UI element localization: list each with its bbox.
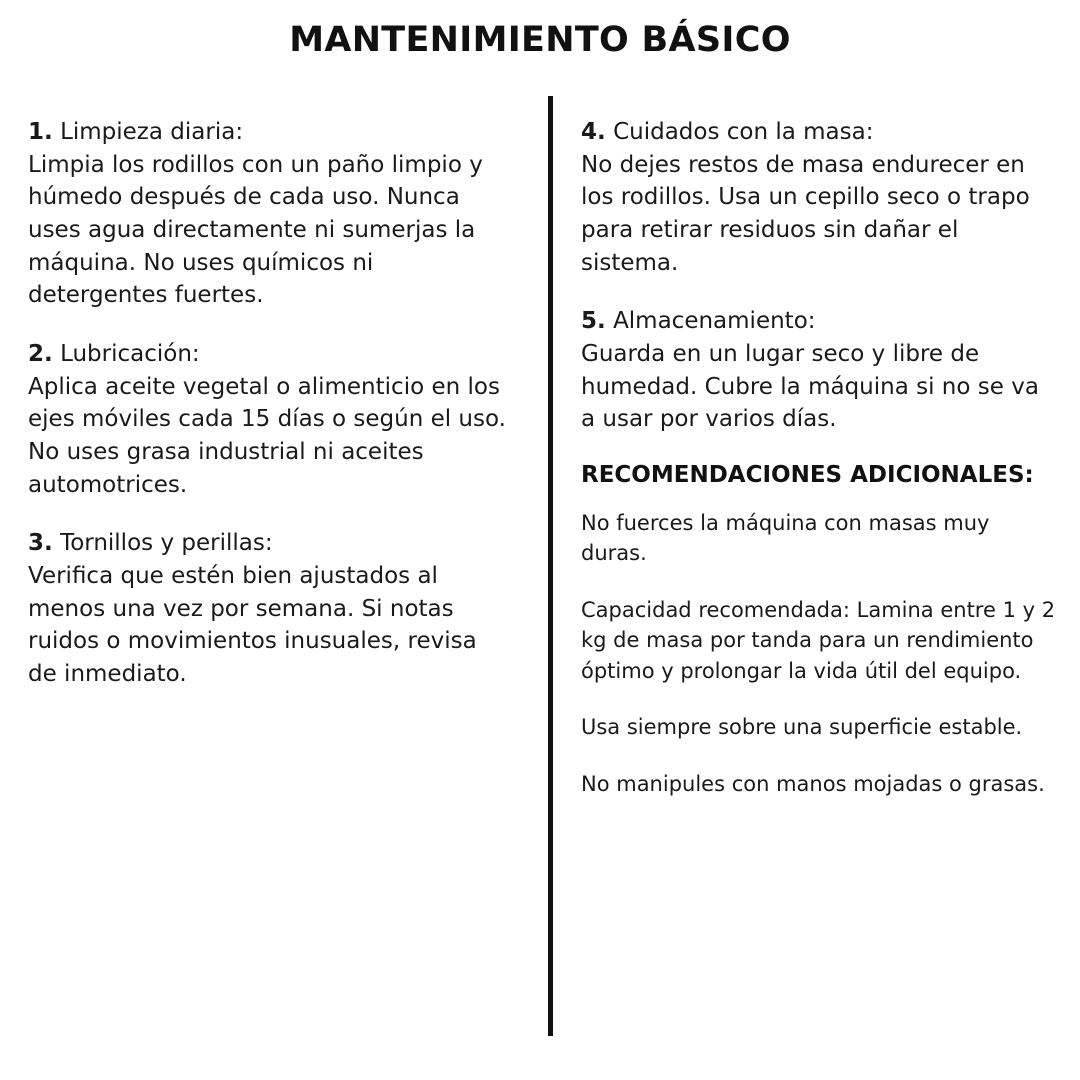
item-heading (28, 116, 508, 149)
recommendation-item: No fuerces la máquina con masas muy duras. (581, 510, 990, 566)
item-heading-text: Lubricación: (60, 340, 200, 367)
right-column (553, 96, 1080, 1080)
page-title: MANTENIMIENTO BÁSICO (289, 20, 791, 60)
recommendations-title: RECOMENDACIONES ADICIONALES: (581, 461, 1034, 488)
maintenance-item (28, 338, 508, 501)
item-heading (581, 116, 1060, 149)
item-body: Aplica aceite vegetal o alimenticio en los ejes móviles cada 15 días o según el uso. No uses grasa industrial ni aceites automotrices. (28, 373, 506, 498)
maintenance-item (28, 527, 508, 690)
two-column-body (0, 96, 1080, 1080)
item-body: No dejes restos de masa endurecer en los rodillos. Usa un cepillo seco o trapo para retirar residuos sin dañar el sistema. (581, 151, 1030, 276)
maintenance-item (581, 305, 1060, 436)
item-body: Verifica que estén bien ajustados al menos una vez por semana. Si notas ruidos o movimientos inusuales, revisa de inmediato. (28, 562, 477, 687)
item-heading-text: Limpieza diaria: (60, 119, 244, 145)
item-number: 4. (581, 119, 606, 145)
recommendation-item: Usa siempre sobre una superficie estable. (581, 715, 1023, 740)
item-heading (581, 305, 1060, 338)
item-body: Limpia los rodillos con un paño limpio y húmedo después de cada uso. Nunca uses agua directamente ni sumerjas la máquina. No uses químicos ni detergentes fuertes. (28, 151, 483, 309)
left-column (0, 96, 548, 1080)
item-number: 1. (28, 119, 53, 145)
item-number: 2. (28, 340, 53, 367)
item-heading-text: Almacenamiento: (613, 308, 816, 335)
maintenance-item (28, 116, 508, 312)
maintenance-item (581, 116, 1060, 279)
item-body: Guarda en un lugar seco y libre de humedad. Cubre la máquina si no se va a usar por varios días. (581, 340, 1039, 433)
item-heading (28, 527, 508, 560)
item-heading-text: Cuidados con la masa: (613, 119, 874, 145)
recommendations-section (581, 462, 1060, 799)
item-heading (28, 338, 508, 371)
recommendation-item: No manipules con manos mojadas o grasas. (581, 771, 1045, 796)
item-number: 5. (581, 308, 606, 335)
item-number: 3. (28, 530, 53, 557)
recommendation-item: Capacidad recomendada: Lamina entre 1 y 2 kg de masa por tanda para un rendimiento óptimo y prolongar la vida útil del equipo. (581, 597, 1056, 683)
item-heading-text: Tornillos y perillas: (60, 530, 273, 557)
